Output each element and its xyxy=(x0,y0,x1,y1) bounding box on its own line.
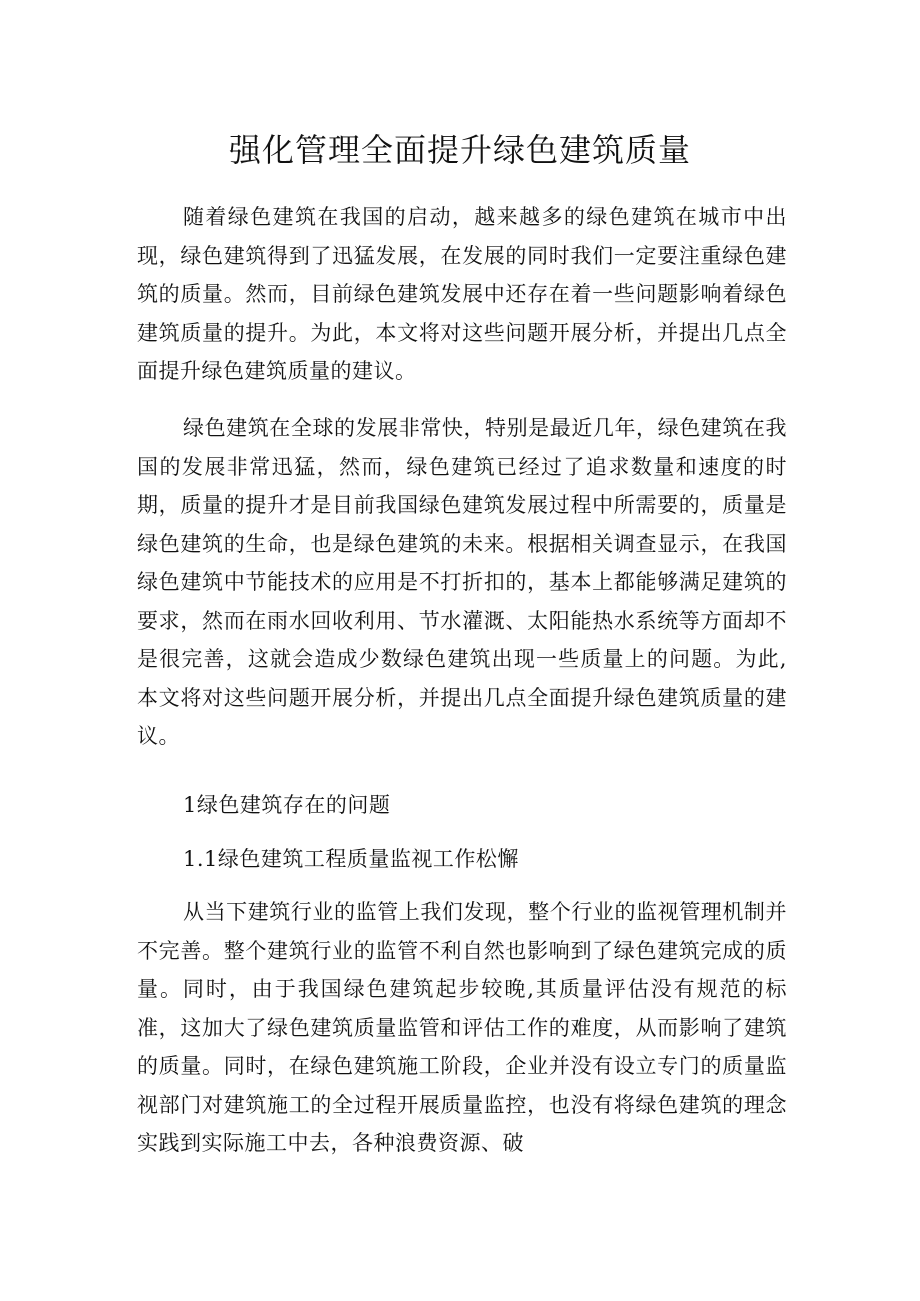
background-paragraph: 绿色建筑在全球的发展非常快，特别是最近几年，绿色建筑在我国的发展非常迅猛，然而，绿色建筑已经过了追求数量和速度的时期，质量的提升才是目前我国绿色建筑发展过程中所需要的，质量是绿色建筑的生命，也是绿色建筑的未来。根据相关调查显示，在我国绿色建筑中节能技术的应用是不打折扣的，基本上都能够满足建筑的要求，然而在雨水回收利用、节水灌溉、太阳能热水系统等方面却不是很完善，这就会造成少数绿色建筑出现一些质量上的问题。为此,本文将对这些问题开展分析，并提出几点全面提升绿色建筑质量的建议。 xyxy=(137,416,787,748)
document-title: 强化管理全面提升绿色建筑质量 xyxy=(228,131,691,169)
subsection-heading: 1.1绿色建筑工程质量监视工作松懈 xyxy=(183,847,519,871)
subsection-paragraph: 从当下建筑行业的监管上我们发现，整个行业的监视管理机制并不完善。整个建筑行业的监管不利自然也影响到了绿色建筑完成的质量。同时，由于我国绿色建筑起步较晚,其质量评估没有规范的标准，这加大了绿色建筑质量监管和评估工作的难度，从而影响了建筑的质量。同时，在绿色建筑施工阶段，企业并没有设立专门的质量监视部门对建筑施工的全过程开展质量监控，也没有将绿色建筑的理念实践到实际施工中去，各种浪费资源、破 xyxy=(137,900,787,1155)
intro-paragraph: 随着绿色建筑在我国的启动，越来越多的绿色建筑在城市中出现，绿色建筑得到了迅猛发展，在发展的同时我们一定要注重绿色建筑的质量。然而，目前绿色建筑发展中还存在着一些问题影响着绿色建筑质量的提升。为此，本文将对这些问题开展分析，并提出几点全面提升绿色建筑质量的建议。 xyxy=(137,205,787,383)
section-heading: 1绿色建筑存在的问题 xyxy=(183,793,391,817)
